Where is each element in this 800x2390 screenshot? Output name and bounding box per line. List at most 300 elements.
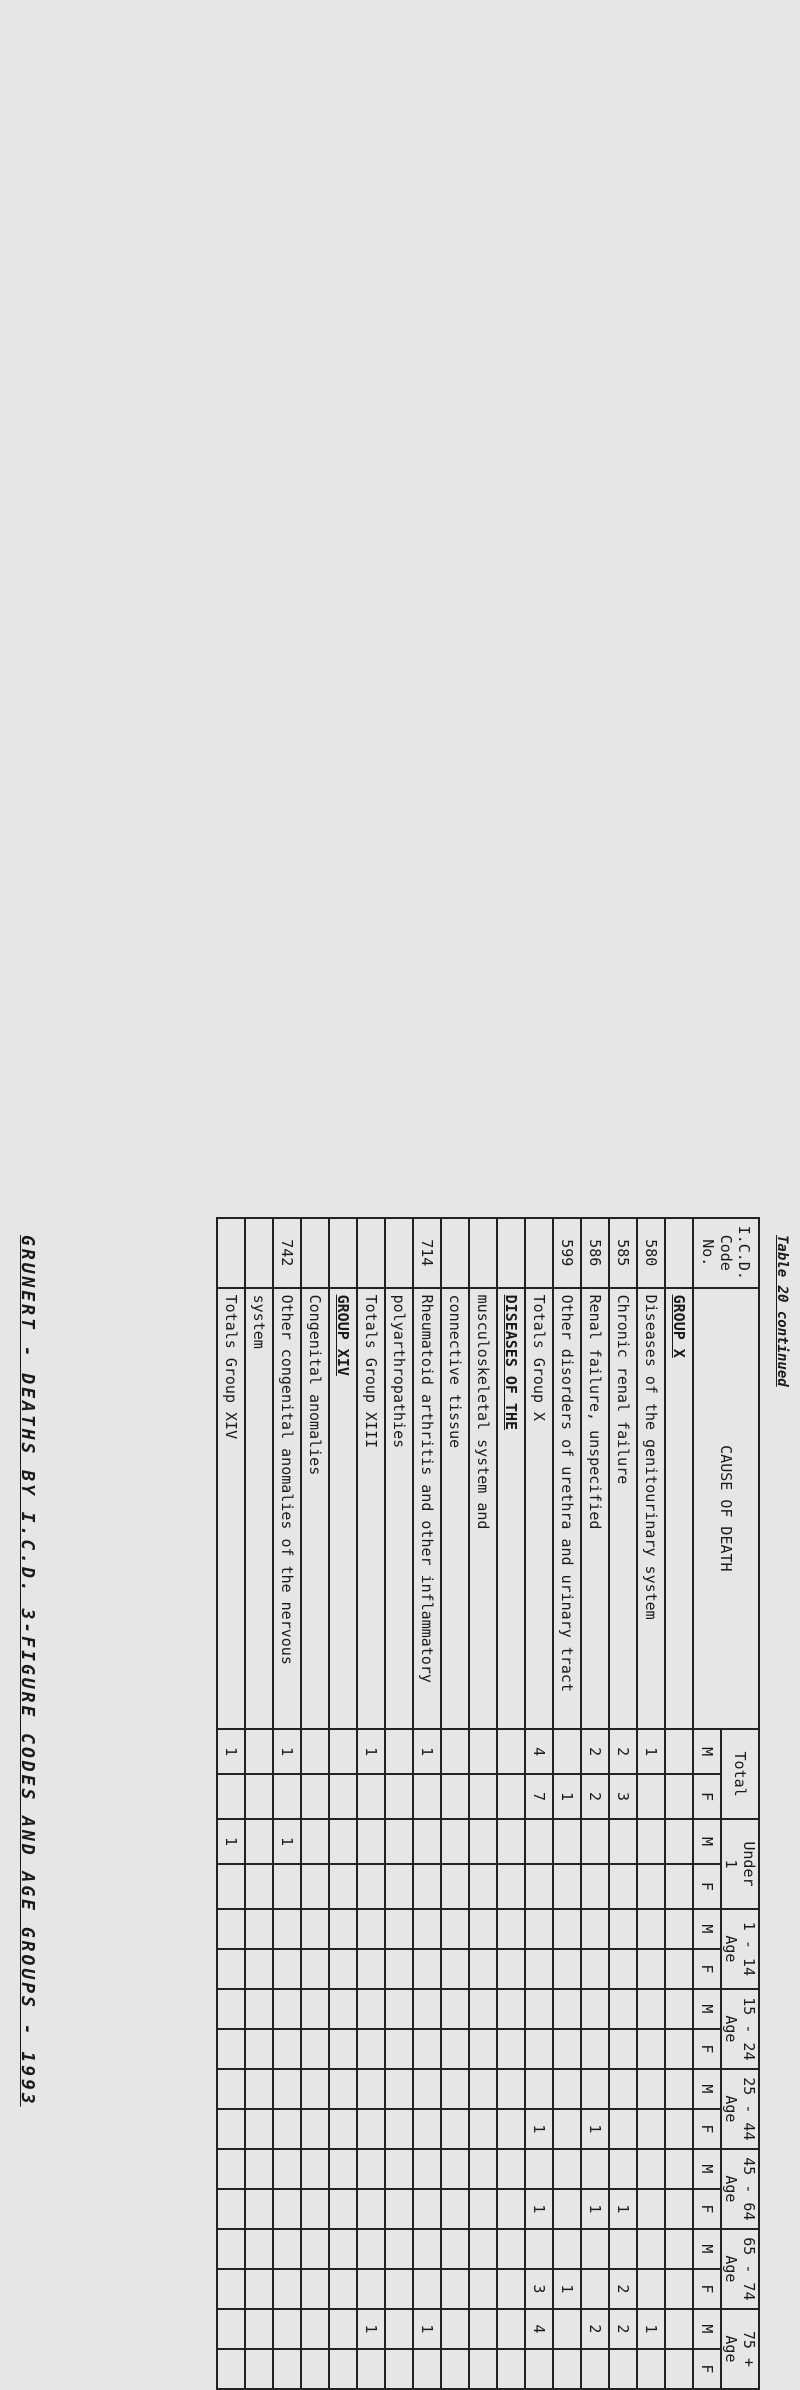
count-cell [385, 1989, 413, 2029]
count-cell [273, 1909, 301, 1949]
count-cell [581, 2349, 609, 2389]
count-cell [469, 2149, 497, 2189]
count-cell: 1 [609, 2189, 637, 2229]
count-cell: 1 [217, 1819, 245, 1864]
count-cell [413, 2029, 441, 2069]
count-cell [357, 2349, 385, 2389]
count-cell [385, 1729, 413, 1774]
count-cell [385, 2229, 413, 2269]
count-cell [665, 1989, 693, 2029]
count-cell: 3 [525, 2269, 553, 2309]
count-cell [553, 2349, 581, 2389]
count-cell [637, 2189, 665, 2229]
count-cell [469, 1909, 497, 1949]
icd-code-cell: 580 [637, 1218, 665, 1288]
count-cell [665, 1864, 693, 1909]
count-cell [609, 2229, 637, 2269]
count-cell [469, 2309, 497, 2349]
count-cell [217, 1909, 245, 1949]
count-cell [497, 1989, 525, 2029]
count-cell [357, 1989, 385, 2029]
cause-cell: Totals Group XIII [357, 1288, 385, 1730]
icd-code-cell [357, 1218, 385, 1288]
count-cell [357, 2189, 385, 2229]
count-cell: 1 [273, 1819, 301, 1864]
count-cell [413, 2109, 441, 2149]
count-cell: 2 [609, 2309, 637, 2349]
count-cell [581, 2069, 609, 2109]
count-cell [273, 1864, 301, 1909]
count-cell: 1 [413, 1729, 441, 1774]
count-cell [301, 1819, 329, 1864]
icd-code-cell [469, 1218, 497, 1288]
count-cell [217, 2269, 245, 2309]
count-cell [469, 2269, 497, 2309]
count-cell [497, 2149, 525, 2189]
count-cell [497, 1819, 525, 1864]
footer-caption: GRUNERT - DEATHS BY I.C.D. 3-FIGURE CODES AND AGE GROUPS - 1993 [17, 1235, 38, 2107]
count-cell [413, 2349, 441, 2389]
count-cell [665, 2349, 693, 2389]
count-cell [385, 2149, 413, 2189]
sex-header: F [693, 2269, 721, 2309]
icd-code-cell: 714 [413, 1218, 441, 1288]
table-row [385, 1218, 413, 2389]
count-cell [329, 1729, 357, 1774]
count-cell: 2 [581, 2309, 609, 2349]
cause-cell: system [245, 1288, 273, 1730]
count-cell [665, 2029, 693, 2069]
sex-header: F [693, 1949, 721, 1989]
count-cell [553, 1729, 581, 1774]
table-row [609, 1218, 637, 2389]
table-row [273, 1218, 301, 2389]
age-header-25-44: 25 - 44 Age [721, 2069, 759, 2149]
count-cell [581, 1819, 609, 1864]
count-cell: 3 [609, 1774, 637, 1819]
table-row [553, 1218, 581, 2389]
count-cell [329, 2109, 357, 2149]
count-cell [665, 1909, 693, 1949]
count-cell [469, 1729, 497, 1774]
count-cell [217, 1949, 245, 1989]
count-cell [301, 1989, 329, 2029]
age-header-under1: Under 1 [721, 1819, 759, 1909]
count-cell [665, 2269, 693, 2309]
count-cell [217, 2149, 245, 2189]
count-cell [525, 2149, 553, 2189]
count-cell [609, 2349, 637, 2389]
sex-header: M [693, 1909, 721, 1949]
count-cell [497, 2309, 525, 2349]
header-row [721, 1218, 759, 2389]
count-cell [245, 2149, 273, 2189]
count-cell [273, 2229, 301, 2269]
count-cell [245, 2029, 273, 2069]
count-cell [329, 1949, 357, 1989]
count-cell [609, 1989, 637, 2029]
count-cell: 1 [357, 1729, 385, 1774]
table-row [469, 1218, 497, 2389]
icd-code-cell [217, 1218, 245, 1288]
count-cell [301, 2229, 329, 2269]
count-cell [441, 2149, 469, 2189]
count-cell [329, 2349, 357, 2389]
count-cell [637, 2069, 665, 2109]
count-cell [245, 2309, 273, 2349]
count-cell [637, 1949, 665, 1989]
count-cell [441, 2269, 469, 2309]
count-cell [357, 2229, 385, 2269]
table-row [581, 1218, 609, 2389]
icd-code-cell [385, 1218, 413, 1288]
count-cell [217, 2109, 245, 2149]
count-cell [245, 1909, 273, 1949]
count-cell [637, 2029, 665, 2069]
icd-code-cell: 585 [609, 1218, 637, 1288]
count-cell [217, 2189, 245, 2229]
count-cell: 1 [525, 2189, 553, 2229]
count-cell [497, 2069, 525, 2109]
count-cell [665, 2149, 693, 2189]
cause-cell: DISEASES OF THE [497, 1288, 525, 1730]
count-cell [273, 2269, 301, 2309]
sex-header: F [693, 2029, 721, 2069]
cause-cell: GROUP XIV [329, 1288, 357, 1730]
count-cell [553, 1864, 581, 1909]
count-cell [357, 2109, 385, 2149]
count-cell: 2 [609, 2269, 637, 2309]
count-cell [441, 2069, 469, 2109]
count-cell [497, 1774, 525, 1819]
count-cell: 1 [637, 1729, 665, 1774]
count-cell [217, 2069, 245, 2109]
count-cell [357, 1909, 385, 1949]
icd-code-cell [245, 1218, 273, 1288]
age-header-1-14: 1 - 14 Age [721, 1909, 759, 1989]
count-cell [637, 2149, 665, 2189]
count-cell [553, 1909, 581, 1949]
count-cell [497, 2229, 525, 2269]
count-cell [637, 2269, 665, 2309]
count-cell [581, 1909, 609, 1949]
count-cell [245, 2109, 273, 2149]
icd-code-cell: 599 [553, 1218, 581, 1288]
count-cell [245, 2189, 273, 2229]
count-cell [357, 1864, 385, 1909]
age-header-45-64: 45 - 64 Age [721, 2149, 759, 2229]
count-cell [609, 1949, 637, 1989]
count-cell [413, 1774, 441, 1819]
count-cell [329, 2269, 357, 2309]
count-cell [413, 1989, 441, 2029]
count-cell [609, 1864, 637, 1909]
count-cell [469, 1774, 497, 1819]
count-cell [469, 1989, 497, 2029]
deaths-table [216, 1217, 760, 2390]
count-cell [385, 2309, 413, 2349]
rotated-page [0, 1195, 800, 2390]
count-cell [357, 2029, 385, 2069]
count-cell [301, 1949, 329, 1989]
count-cell [553, 2029, 581, 2069]
count-cell [357, 1949, 385, 1989]
count-cell [497, 2349, 525, 2389]
count-cell [217, 2349, 245, 2389]
table-row [329, 1218, 357, 2389]
count-cell [413, 2069, 441, 2109]
code-header: I.C.D. Code No. [693, 1218, 759, 1288]
count-cell [665, 1729, 693, 1774]
count-cell [273, 2069, 301, 2109]
count-cell [329, 2229, 357, 2269]
count-cell [553, 2109, 581, 2149]
count-cell: 2 [581, 1774, 609, 1819]
count-cell [665, 2189, 693, 2229]
count-cell [497, 1949, 525, 1989]
count-cell [469, 2069, 497, 2109]
count-cell [245, 2349, 273, 2389]
count-cell [553, 1819, 581, 1864]
count-cell [469, 2189, 497, 2229]
count-cell [441, 2229, 469, 2269]
count-cell [469, 2349, 497, 2389]
count-cell [385, 1949, 413, 1989]
count-cell [609, 1909, 637, 1949]
sex-header: M [693, 2229, 721, 2269]
count-cell: 1 [357, 2309, 385, 2349]
cause-cell: connective tissue [441, 1288, 469, 1730]
count-cell [273, 2149, 301, 2189]
count-cell: 4 [525, 1729, 553, 1774]
count-cell: 4 [525, 2309, 553, 2349]
count-cell [245, 1729, 273, 1774]
count-cell [581, 1949, 609, 1989]
count-cell: 1 [273, 1729, 301, 1774]
count-cell [497, 1909, 525, 1949]
count-cell [441, 1909, 469, 1949]
count-cell [553, 2189, 581, 2229]
count-cell [245, 2069, 273, 2109]
sex-header: M [693, 2309, 721, 2349]
count-cell [497, 2029, 525, 2069]
count-cell [441, 1819, 469, 1864]
count-cell [301, 2269, 329, 2309]
age-header-75plus: 75 + Age [721, 2309, 759, 2389]
count-cell [217, 1989, 245, 2029]
count-cell [217, 2309, 245, 2349]
sex-header: M [693, 1989, 721, 2029]
count-cell [273, 1989, 301, 2029]
count-cell [413, 2269, 441, 2309]
table-row [497, 1218, 525, 2389]
count-cell [525, 1989, 553, 2029]
count-cell [553, 1989, 581, 2029]
count-cell [273, 2309, 301, 2349]
count-cell [637, 1989, 665, 2029]
count-cell [245, 1819, 273, 1864]
count-cell [301, 1729, 329, 1774]
count-cell [413, 2189, 441, 2229]
count-cell [665, 2309, 693, 2349]
count-cell [385, 1774, 413, 1819]
sex-header: M [693, 2149, 721, 2189]
count-cell [301, 1864, 329, 1909]
age-header-65-74: 65 - 74 Age [721, 2229, 759, 2309]
count-cell [245, 1774, 273, 1819]
count-cell [329, 2149, 357, 2189]
table-row [441, 1218, 469, 2389]
age-header-total: Total [721, 1729, 759, 1819]
icd-code-cell [301, 1218, 329, 1288]
count-cell: 1 [413, 2309, 441, 2349]
count-cell [301, 2309, 329, 2349]
count-cell [581, 1989, 609, 2029]
count-cell [469, 2229, 497, 2269]
count-cell [329, 2309, 357, 2349]
count-cell [329, 1989, 357, 2029]
continued-label: Table 20 continued [774, 1235, 790, 1387]
cause-cell: Totals Group XIV [217, 1288, 245, 1730]
count-cell [637, 1774, 665, 1819]
count-cell [273, 1949, 301, 1989]
count-cell [217, 2029, 245, 2069]
sex-header: F [693, 2109, 721, 2149]
cause-header: CAUSE OF DEATH [693, 1288, 759, 1730]
sex-header: F [693, 2349, 721, 2389]
count-cell [441, 2189, 469, 2229]
count-cell [609, 2149, 637, 2189]
count-cell [329, 2189, 357, 2229]
count-cell [273, 2349, 301, 2389]
count-cell [329, 1774, 357, 1819]
count-cell [581, 2149, 609, 2189]
count-cell [413, 1864, 441, 1909]
count-cell [441, 1729, 469, 1774]
count-cell [469, 2109, 497, 2149]
table-body [217, 1218, 693, 2389]
count-cell [469, 1864, 497, 1909]
count-cell [609, 1819, 637, 1864]
count-cell [301, 2109, 329, 2149]
cause-cell: GROUP X [665, 1288, 693, 1730]
count-cell [553, 2229, 581, 2269]
icd-code-cell [665, 1218, 693, 1288]
count-cell: 1 [581, 2109, 609, 2149]
count-cell [553, 2069, 581, 2109]
count-cell: 1 [553, 2269, 581, 2309]
count-cell [357, 2269, 385, 2309]
table-row [245, 1218, 273, 2389]
count-cell [525, 2349, 553, 2389]
count-cell [357, 1819, 385, 1864]
count-cell [329, 2069, 357, 2109]
count-cell [385, 2029, 413, 2069]
count-cell [441, 1774, 469, 1819]
count-cell [609, 2069, 637, 2109]
count-cell: 1 [581, 2189, 609, 2229]
count-cell [637, 1819, 665, 1864]
count-cell [385, 1819, 413, 1864]
count-cell [497, 1729, 525, 1774]
count-cell [553, 1949, 581, 1989]
cause-cell: Totals Group X [525, 1288, 553, 1730]
count-cell [385, 1864, 413, 1909]
count-cell: 1 [217, 1729, 245, 1774]
count-cell [329, 1909, 357, 1949]
table-row [665, 1218, 693, 2389]
count-cell [581, 2229, 609, 2269]
count-cell [525, 2229, 553, 2269]
count-cell [357, 2069, 385, 2109]
count-cell: 2 [581, 1729, 609, 1774]
count-cell [637, 2109, 665, 2149]
count-cell [385, 2269, 413, 2309]
sex-header: F [693, 2189, 721, 2229]
count-cell [385, 1909, 413, 1949]
count-cell [245, 1864, 273, 1909]
count-cell [413, 1909, 441, 1949]
icd-code-cell [441, 1218, 469, 1288]
icd-code-cell [497, 1218, 525, 1288]
count-cell [553, 2149, 581, 2189]
count-cell [441, 1989, 469, 2029]
count-cell [217, 1774, 245, 1819]
cause-cell: musculoskeletal system and [469, 1288, 497, 1730]
cause-cell: Rheumatoid arthritis and other inflammatory [413, 1288, 441, 1730]
sex-header: M [693, 1729, 721, 1774]
count-cell [329, 1819, 357, 1864]
count-cell [301, 1909, 329, 1949]
count-cell [301, 2149, 329, 2189]
table-row [637, 1218, 665, 2389]
count-cell [217, 2229, 245, 2269]
cause-cell: Renal failure, unspecified [581, 1288, 609, 1730]
count-cell [637, 1909, 665, 1949]
count-cell [441, 2029, 469, 2069]
count-cell [581, 2269, 609, 2309]
cause-cell: Diseases of the genitourinary system [637, 1288, 665, 1730]
count-cell [301, 2069, 329, 2109]
cause-cell: Chronic renal failure [609, 1288, 637, 1730]
sex-header: M [693, 2069, 721, 2109]
count-cell [665, 2069, 693, 2109]
count-cell [609, 2029, 637, 2069]
count-cell [301, 2349, 329, 2389]
count-cell [441, 1864, 469, 1909]
count-cell [385, 2109, 413, 2149]
count-cell [273, 2189, 301, 2229]
count-cell [273, 1774, 301, 1819]
cause-cell: Other disorders of urethra and urinary tract [553, 1288, 581, 1730]
sex-header: M [693, 1819, 721, 1864]
count-cell [357, 1774, 385, 1819]
count-cell [665, 1819, 693, 1864]
count-cell [469, 1949, 497, 1989]
count-cell [525, 1819, 553, 1864]
count-cell [441, 1949, 469, 1989]
count-cell [469, 2029, 497, 2069]
table-row [413, 1218, 441, 2389]
sex-header: F [693, 1864, 721, 1909]
cause-cell: Congenital anomalies [301, 1288, 329, 1730]
count-cell [217, 1864, 245, 1909]
table-row [217, 1218, 245, 2389]
count-cell [469, 1819, 497, 1864]
count-cell [273, 2109, 301, 2149]
count-cell [385, 2189, 413, 2229]
age-header-15-24: 15 - 24 Age [721, 1989, 759, 2069]
